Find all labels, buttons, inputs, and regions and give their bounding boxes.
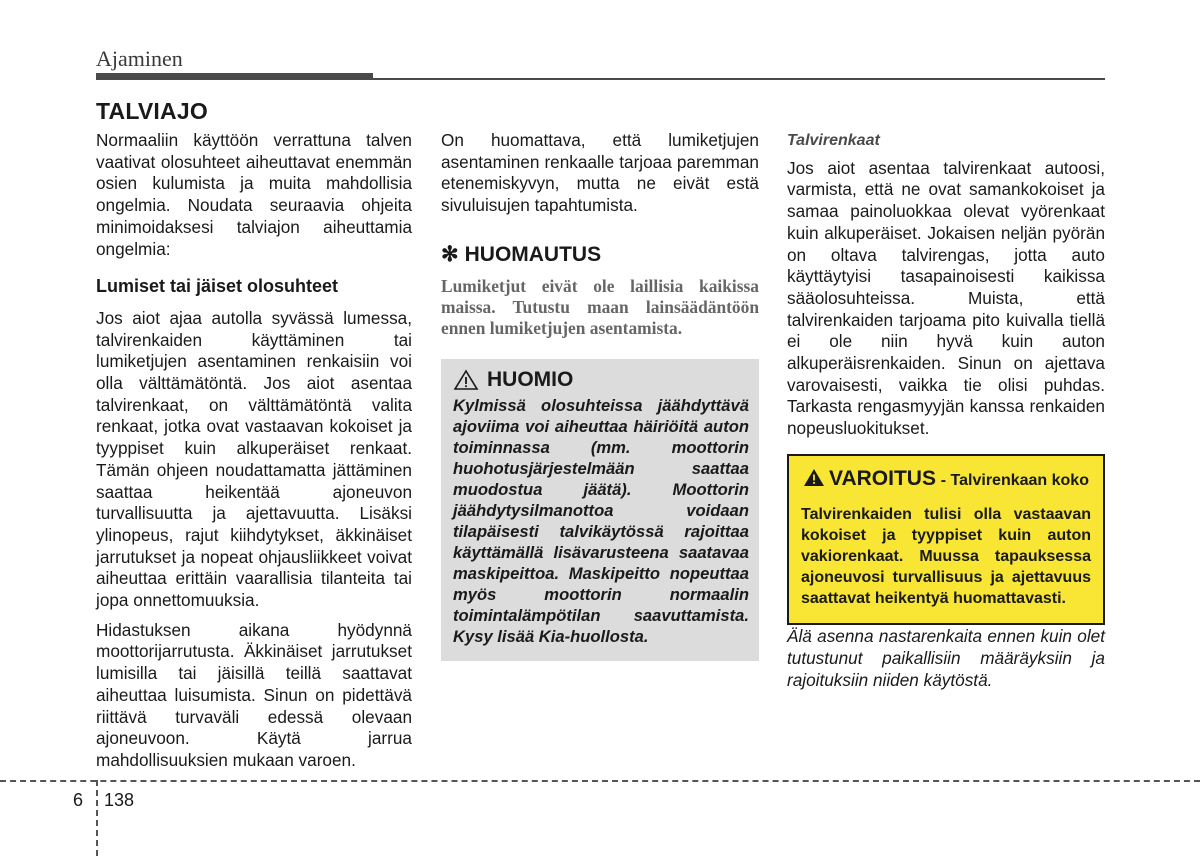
section-header: Ajaminen [96,46,183,71]
header-rule-thick [96,73,373,80]
paragraph-winter-tires: Jos aiot asentaa talvirenkaat autoosi, varmista, että ne ovat samankokoiset ja samaa painoluokkaa olevat vyörenkaat kuin alkuperäiset. Jokaisen neljän pyörän on oltava talvirengas, jotta auto käyttäytyisi tasapainoisesti kaikissa sääolosuhteissa. Muista, että talvirenkaiden tarjoama pito kuivalla tiellä ei ole niin hyvä kuin auton alkuperäisrenkaiden. Sinun on ajettava varovaisesti, vaikka tie olisi puhdas. Tarkasta rengasmyyjän kanssa renkaiden nopeusluokitukset. [787,157,1105,439]
note-body: Lumiketjut eivät ole laillisia kaikissa maissa. Tutustu maan lainsäädäntöön ennen lumiketjujen asentamista. [441,275,759,338]
asterisk-icon: ✻ [441,242,459,266]
column-1 [96,130,412,772]
subheading-snowy-icy: Lumiset tai jäiset olosuhteet [96,276,339,297]
studded-tires-note: Älä asenna nastarenkaita ennen kuin olet tutustunut paikallisiin määräyksiin ja rajoituksiin niiden käytöstä. [787,625,1105,690]
caution-heading [453,369,749,391]
column-2 [441,130,759,661]
warning-subtitle: - Talvirenkaan koko [940,471,1089,489]
paragraph-snow-chains: On huomattava, että lumiketjujen asentaminen renkaalle tarjoaa paremman etenemiskyvyn, mutta ne eivät estä sivuluisujen tapahtumista. [441,130,759,216]
note-heading [441,244,759,266]
caution-title: HUOMIO [487,367,574,391]
intro-paragraph: Normaaliin käyttöön verrattuna talven vaativat olosuhteet aiheuttavat enemmän osien kulumista ja muita mahdollisia ongelmia. Noudata seuraavia ohjeita minimoidaksesi talviajon aiheuttamia ongelmia: [96,130,412,259]
warning-heading [801,468,1091,492]
paragraph-deceleration: Hidastuksen aikana hyödynnä moottorijarrutusta. Äkkinäiset jarrutukset lumisilla tai jäisillä teillä saattavat aiheuttaa luisumista. Sinun on pidettävä riittävä turvaväli edessä olevaan ajoneuvoon. Käytä jarrua mahdollisuuksien mukaan varoen. [96,619,412,770]
header-rule-thin [373,78,1105,80]
caution-box [441,359,759,661]
page-number: 138 [104,790,135,810]
footer-dotted-line [0,780,1200,782]
subheading-winter-tires: Talvirenkaat [787,132,880,149]
warning-box [787,454,1105,625]
footer-dotted-divider [96,780,98,856]
note-title: HUOMAUTUS [464,242,602,266]
warning-triangle-icon [803,468,825,487]
warning-triangle-icon [453,369,479,391]
column-3 [787,130,1105,691]
warning-title: VAROITUS [829,466,936,490]
paragraph-deep-snow: Jos aiot ajaa autolla syvässä lumessa, talvirenkaiden käyttäminen tai lumiketjujen asentaminen renkaisiin voi olla välttämätöntä. Jos aiot asentaa talvirenkaat, on välttämätöntä valita renkaat, jotka ovat vastaavan kokoiset ja tyyppiset kuin alkuperäiset renkaat. Tämän ohjeen noudattamatta jättäminen saattaa heikentää ajoneuvon turvallisuutta ja ajettavuutta. Lisäksi ylinopeus, rajut kiihdytykset, äkkinäiset jarrutukset ja nopeat ohjausliikkeet voivat aiheuttaa erittäin vaarallisia tilanteita tai jopa onnettomuuksia. [96,307,412,611]
warning-body: Talvirenkaiden tulisi olla vastaavan kokoiset ja tyyppiset kuin auton vakiorenkaat. Muussa tapauksessa ajoneuvosi turvallisuus ja ajettavuus saattavat heikentyä huomattavasti. [801,505,1091,607]
caution-body: Kylmissä olosuhteissa jäähdyttävä ajoviima voi aiheuttaa häiriöitä auton toiminnassa (mm. moottorin huohotusjärjestelmään saattaa muodostua jäätä). Moottorin jäähdytysilmanottoa voidaan tilapäisesti talvikäytössä rajoittaa käyttämällä lisävarusteena saatavaa maskipeittoa. Maskipeitto nopeuttaa myös moottorin normaalin toimintalämpötilan saavuttamista. Kysy lisää Kia-huollosta. [453,395,749,646]
page-title: TALVIAJO [96,98,208,124]
chapter-number: 6 [73,790,84,810]
